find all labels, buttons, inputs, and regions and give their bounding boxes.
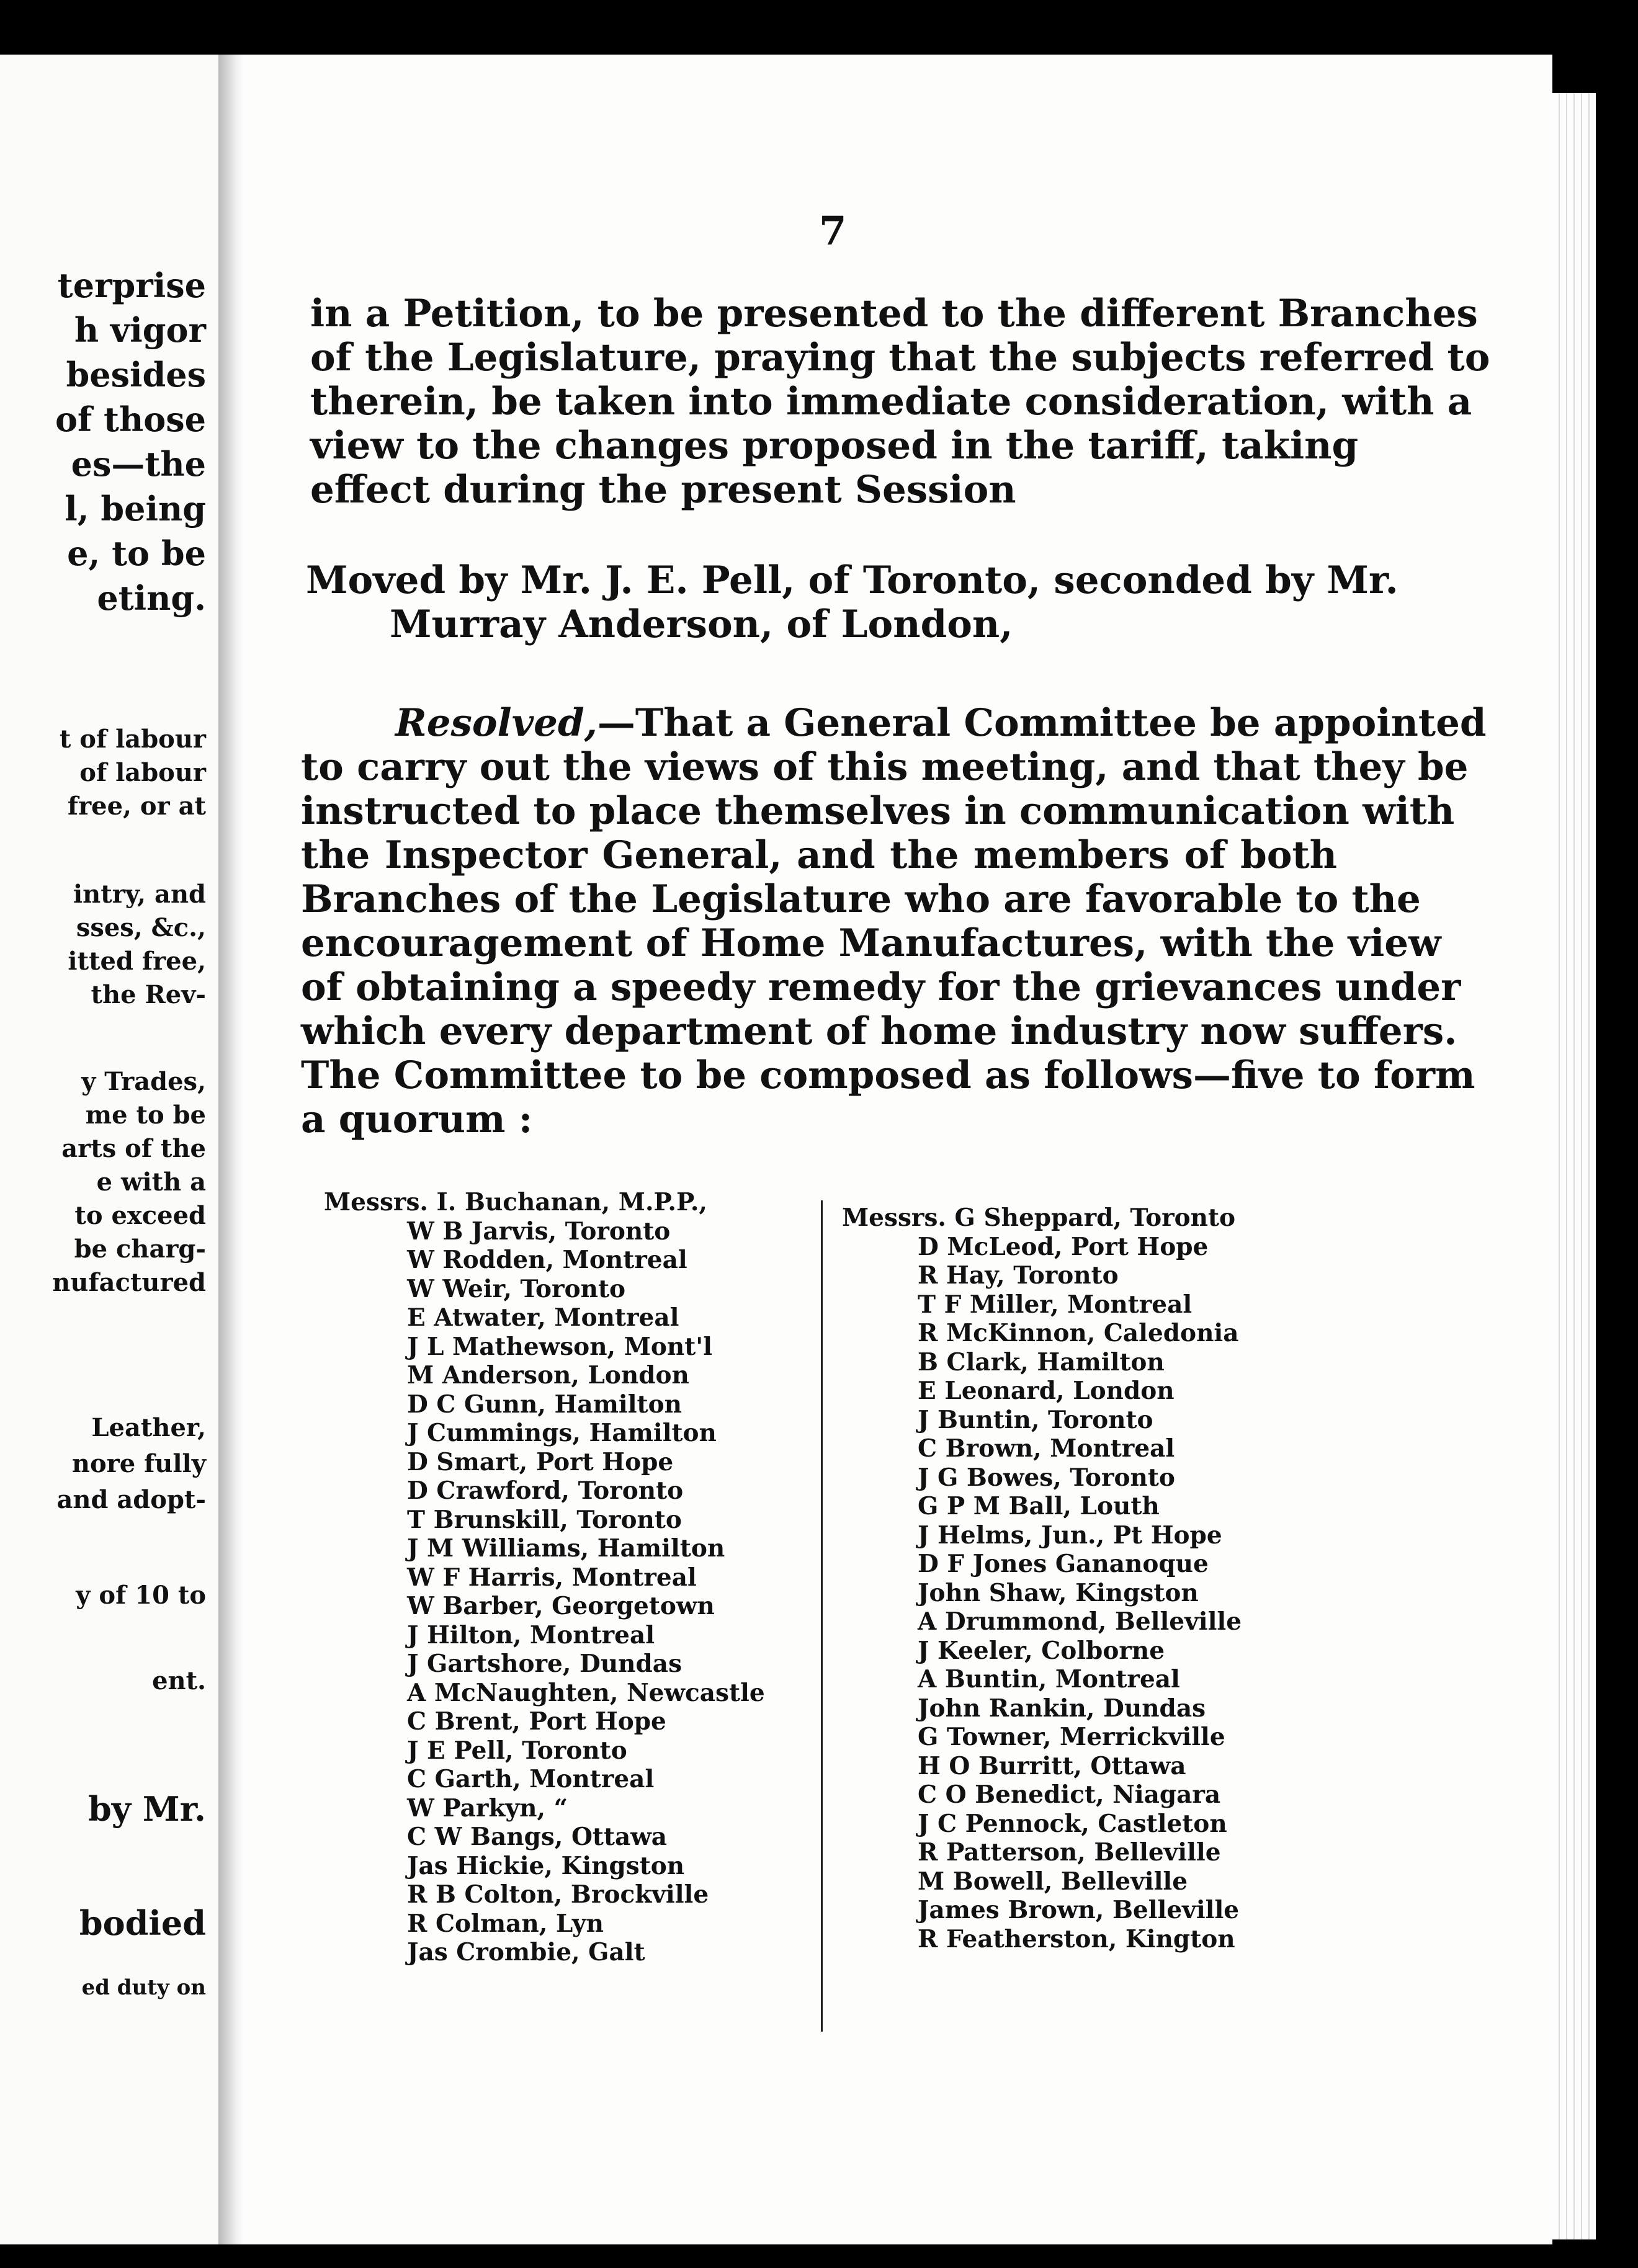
committee-member: G Towner, Merrickville [918,1723,1225,1751]
text-line: of the Legislature, praying that the subjects referred to [310,336,1490,380]
left-page-text: and adopt- [56,1485,206,1514]
committee-member: R Featherston, Kington [918,1924,1235,1953]
text-line: view to the changes proposed in the tariff, taking [310,424,1359,468]
committee-member: M Anderson, London [407,1361,689,1390]
committee-member: D Crawford, Toronto [407,1476,684,1505]
left-page-text: Leather, [91,1413,206,1442]
left-page-text: of those [55,400,206,439]
committee-member: J Keeler, Colborne [918,1636,1165,1665]
committee-member: James Brown, Belleville [918,1896,1240,1924]
left-page-text: me to be [85,1101,206,1130]
committee-member: G P M Ball, Louth [918,1492,1160,1520]
left-page-text: l, being [65,489,206,529]
text-line: the Inspector General, and the members of both [301,833,1337,877]
left-page-text: arts of the [61,1134,206,1163]
committee-member: C W Bangs, Ottawa [407,1823,668,1851]
committee-member: J Buntin, Toronto [918,1405,1153,1434]
committee-member: R McKinnon, Caledonia [918,1319,1239,1347]
text-line: a quorum : [301,1097,533,1141]
left-page-text: of labour [79,758,206,787]
text-line: instructed to place themselves in communication with [301,789,1455,833]
committee-list-left [324,1188,765,1967]
left-page-text: ent. [152,1666,206,1695]
page-gutter [218,55,243,2244]
committee-member: R Patterson, Belleville [918,1838,1221,1867]
text-line: which every department of home industry now suffers. [301,1009,1457,1053]
left-page-text: besides [66,355,206,395]
committee-member: J Hilton, Montreal [407,1620,655,1650]
committee-member: W Weir, Toronto [407,1274,625,1303]
committee-member: H O Burritt, Ottawa [918,1751,1186,1780]
left-page-text: itted free, [68,947,206,976]
committee-member: T Brunskill, Toronto [407,1505,682,1534]
left-page-text: sses, &c., [76,913,206,942]
committee-member: A Drummond, Belleville [918,1607,1242,1636]
text-line [301,701,1487,745]
committee-member: M Bowell, Belleville [918,1867,1188,1896]
committee-member: J G Bowes, Toronto [918,1463,1175,1492]
committee-member: W B Jarvis, Toronto [407,1217,671,1246]
left-page-text: y Trades, [81,1067,206,1096]
left-page-text: ed duty on [81,1975,206,2000]
text-line: The Committee to be composed as follows—five to form [301,1053,1475,1097]
left-page-text: nore fully [71,1449,206,1478]
committee-list-right [842,1203,1242,1953]
committee-member: B Clark, Hamilton [918,1347,1165,1377]
left-page-text: es—the [71,444,206,484]
resolution-line-1-rest: —That a General Committee be appointed [597,701,1487,745]
committee-member: J M Williams, Hamilton [407,1534,725,1563]
left-page-fragment [0,55,220,2244]
left-page-text: to exceed [74,1201,206,1230]
text-line: Murray Anderson, of London, [390,602,1013,646]
committee-member: C Garth, Montreal [407,1765,655,1793]
committee-member: D F Jones Gananoque [918,1550,1209,1578]
committee-member: J E Pell, Toronto [407,1736,627,1765]
committee-member: John Rankin, Dundas [918,1694,1206,1723]
page-number: 7 [819,208,847,254]
left-page-text: t of labour [59,725,206,754]
left-page-text: y of 10 to [76,1581,206,1610]
left-page-text: nufactured [52,1268,206,1297]
committee-member: A McNaughten, Newcastle [407,1678,765,1707]
committee-member: R Colman, Lyn [407,1909,604,1938]
left-page-text: by Mr. [87,1789,206,1829]
text-line: of obtaining a speedy remedy for the grievances under [301,965,1461,1009]
committee-member: W Parkyn, “ [407,1793,568,1823]
committee-member: J Helms, Jun., Pt Hope [918,1520,1222,1550]
committee-member: R B Colton, Brockville [407,1880,709,1909]
committee-member: R Hay, Toronto [918,1261,1119,1290]
left-page-text: bodied [79,1903,206,1943]
text-line: therein, be taken into immediate consideration, with a [310,380,1472,424]
text-line: Moved by Mr. J. E. Pell, of Toronto, seconded by Mr. [306,558,1399,602]
left-page-text: h vigor [74,310,206,350]
resolved-lead: Resolved, [395,701,597,745]
committee-member: D McLeod, Port Hope [918,1232,1209,1261]
committee-member: W F Harris, Montreal [407,1563,697,1592]
column-divider [821,1200,823,2032]
committee-member: Messrs. G Sheppard, Toronto [842,1203,1236,1232]
left-page-text: the Rev- [91,980,206,1009]
text-line: Branches of the Legislature who are favorable to the [301,877,1421,921]
committee-member: E Atwater, Montreal [407,1303,679,1332]
resolution-paragraph [301,701,1487,1141]
committee-member: J L Mathewson, Mont'l [407,1332,713,1361]
left-page-text: e, to be [67,534,206,573]
committee-member: A Buntin, Montreal [918,1665,1180,1694]
committee-member: W Rodden, Montreal [407,1246,687,1274]
committee-member: John Shaw, Kingston [918,1578,1199,1607]
text-line: in a Petition, to be presented to the different Branches [310,292,1478,336]
petition-paragraph [310,292,1490,512]
left-page-text: free, or at [67,792,206,821]
committee-member: D C Gunn, Hamilton [407,1390,682,1419]
committee-member: C Brent, Port Hope [407,1707,666,1736]
text-line: to carry out the views of this meeting, and that they be [301,745,1469,789]
committee-member: J Gartshore, Dundas [407,1650,682,1678]
motion-paragraph [306,558,1399,646]
committee-member: T F Miller, Montreal [918,1290,1193,1319]
page-edges [1552,93,1596,2239]
left-page-text: intry, and [73,880,206,909]
committee-member: J C Pennock, Castleton [918,1809,1227,1838]
committee-member: J Cummings, Hamilton [407,1419,717,1447]
committee-member: E Leonard, London [918,1377,1175,1405]
left-page-text: terprise [57,266,206,305]
left-page-text: eting. [97,578,206,618]
text-line: effect during the present Session [310,468,1016,512]
committee-member: D Smart, Port Hope [407,1447,674,1476]
committee-member: Messrs. I. Buchanan, M.P.P., [324,1188,708,1217]
committee-member: C O Benedict, Niagara [918,1780,1221,1809]
committee-member: W Barber, Georgetown [407,1592,715,1620]
committee-member: Jas Hickie, Kingston [407,1851,685,1880]
committee-member: C Brown, Montreal [918,1434,1175,1463]
committee-member: Jas Crombie, Galt [407,1938,645,1967]
left-page-text: e with a [96,1167,206,1197]
text-line: encouragement of Home Manufactures, with the view [301,921,1441,965]
left-page-text: be charg- [74,1234,206,1264]
